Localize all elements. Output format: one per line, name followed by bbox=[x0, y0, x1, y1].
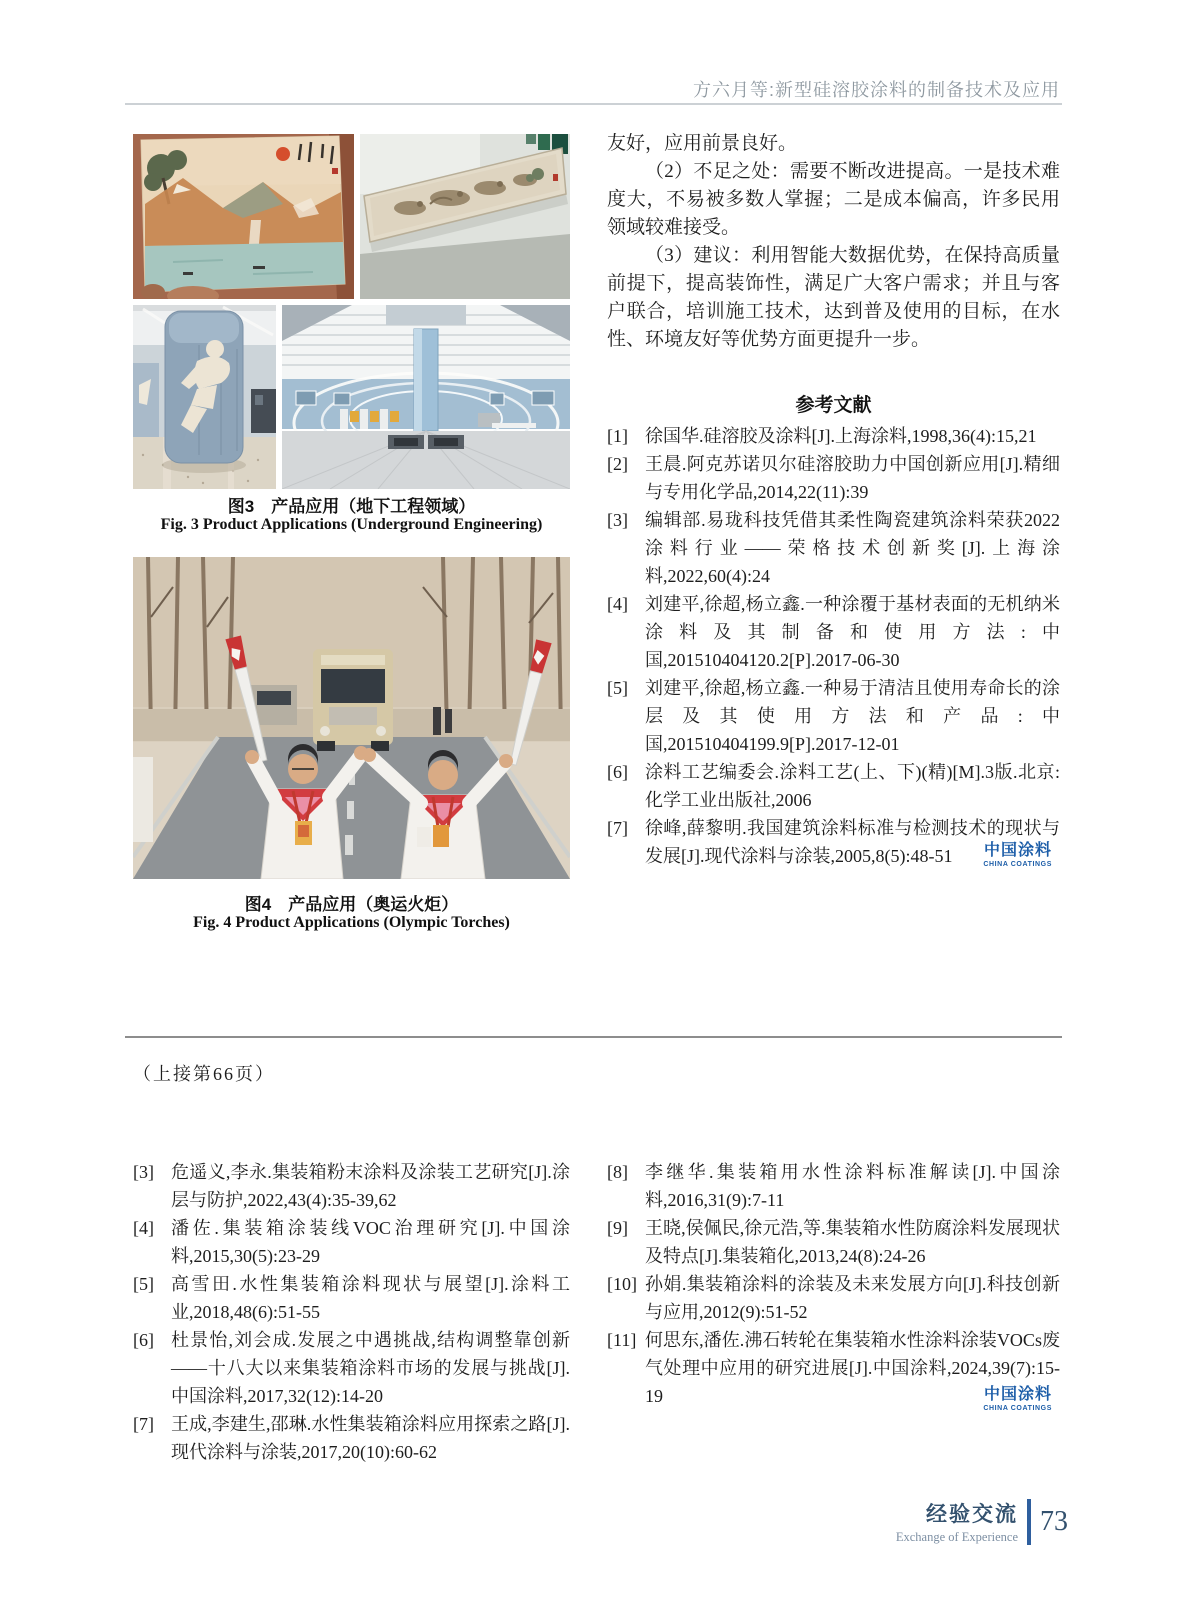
scroll-painting-illustration bbox=[360, 134, 570, 299]
reference-text: 徐峰,薛黎明.我国建筑涂料标准与检测技术的现状与发展[J].现代涂料与涂装,2005,8(5):48-51 bbox=[645, 818, 1060, 866]
reference-text: 李继华.集装箱用水性涂料标准解读[J].中国涂料,2016,31(9):7-11 bbox=[645, 1162, 1060, 1210]
torch-bearers-illustration bbox=[133, 557, 570, 879]
logo-en-text: CHINA COATINGS bbox=[983, 861, 1052, 868]
reference-number: [6] bbox=[133, 1330, 154, 1350]
references-list-top bbox=[607, 422, 1060, 870]
reference-item bbox=[607, 674, 1060, 758]
footer-section-en: Exchange of Experience bbox=[895, 1530, 1018, 1544]
reference-number: [10] bbox=[607, 1274, 637, 1294]
reference-item bbox=[133, 1326, 570, 1410]
logo-zh-text: 中国涂料 bbox=[983, 1386, 1052, 1403]
references-list-bottom-right bbox=[607, 1158, 1060, 1410]
reference-item bbox=[607, 1214, 1060, 1270]
reference-text: 何思东,潘佐.沸石转轮在集装箱水性涂料涂装VOCs废气处理中应用的研究进展[J].中国涂料,2024,39(7):15-19 bbox=[645, 1330, 1060, 1406]
page-footer bbox=[896, 1498, 1068, 1545]
reference-text: 孙娟.集装箱涂料的涂装及未来发展方向[J].科技创新与应用,2012(9):51-52 bbox=[645, 1274, 1060, 1322]
footer-section-zh: 经验交流 bbox=[926, 1503, 1018, 1526]
section-divider-rule bbox=[125, 1036, 1062, 1038]
fig4-caption-zh: 图4 产品应用（奥运火炬） bbox=[244, 895, 459, 914]
reference-number: [7] bbox=[133, 1414, 154, 1434]
footer-accent-bar bbox=[1027, 1499, 1031, 1545]
fig3-caption-zh: 图3 产品应用（地下工程领域） bbox=[227, 497, 476, 516]
reference-text: 徐国华.硅溶胶及涂料[J].上海涂料,1998,36(4):15,21 bbox=[645, 426, 1037, 446]
reference-number: [7] bbox=[607, 818, 628, 838]
reference-text: 危遥义,李永.集装箱粉末涂料及涂装工艺研究[J].涂层与防护,2022,43(4):35-39,62 bbox=[171, 1162, 570, 1210]
reference-text: 涂料工艺编委会.涂料工艺(上、下)(精)[M].3版.北京:化学工业出版社,2006 bbox=[645, 762, 1060, 810]
reference-text: 王晓,侯佩民,徐元浩,等.集装箱水性防腐涂料发展现状及特点[J].集装箱化,2013,24(8):24-26 bbox=[645, 1218, 1060, 1266]
fig3-scroll-painting-image bbox=[360, 134, 570, 299]
reference-text: 王成,李建生,邵琳.水性集装箱涂料应用探索之路[J].现代涂料与涂装,2017,20(10):60-62 bbox=[171, 1414, 570, 1462]
reference-text: 潘佐.集装箱涂装线VOC治理研究[J].中国涂料,2015,30(5):23-29 bbox=[171, 1218, 570, 1266]
reference-text: 编辑部.易珑科技凭借其柔性陶瓷建筑涂料荣获2022涂料行业——荣格技术创新奖[J].上海涂料,2022,60(4):24 bbox=[645, 510, 1060, 586]
reference-item bbox=[607, 1158, 1060, 1214]
fig4-caption-en: Fig. 4 Product Applications (Olympic Torches) bbox=[193, 914, 510, 931]
page-number: 73 bbox=[1040, 1505, 1068, 1537]
continuation-note: （上接第66页） bbox=[133, 1064, 275, 1084]
fig4-torch-bearers-image bbox=[133, 557, 570, 879]
reference-number: [6] bbox=[607, 762, 628, 782]
reference-number: [5] bbox=[133, 1274, 154, 1294]
reference-item bbox=[607, 590, 1060, 674]
body-paragraph: （3）建议：利用智能大数据优势，在保持高质量前提下，提高装饰性，满足广大客户需求；并且与客户联合，培训施工技术，达到普及使用的目标，在水性、环境友好等优势方面更提升一步。 bbox=[607, 245, 1060, 350]
reference-number: [2] bbox=[607, 454, 628, 474]
references-list-bottom-left bbox=[133, 1158, 570, 1466]
reference-item bbox=[133, 1410, 570, 1466]
reference-text: 王晨.阿克苏诺贝尔硅溶胶助力中国创新应用[J].精细与专用化学品,2014,22(11):39 bbox=[645, 454, 1060, 502]
header-rule bbox=[125, 103, 1062, 105]
reference-number: [8] bbox=[607, 1162, 628, 1182]
skater-pillar-illustration bbox=[133, 305, 276, 489]
reference-number: [3] bbox=[133, 1162, 154, 1182]
china-coatings-logo bbox=[983, 1387, 1052, 1412]
reference-text: 刘建平,徐超,杨立鑫.一种易于清洁且使用寿命长的涂层及其使用方法和产品:中国,201510404199.9[P].2017-12-01 bbox=[645, 678, 1060, 754]
reference-number: [9] bbox=[607, 1218, 628, 1238]
reference-number: [4] bbox=[607, 594, 628, 614]
reference-item bbox=[607, 1270, 1060, 1326]
logo-en-text: CHINA COATINGS bbox=[983, 1405, 1052, 1412]
fig3-landscape-painting-image bbox=[133, 134, 354, 299]
references-heading: 参考文献 bbox=[795, 395, 872, 416]
reference-number: [4] bbox=[133, 1218, 154, 1238]
reference-text: 刘建平,徐超,杨立鑫.一种涂覆于基材表面的无机纳米涂料及其制备和使用方法:中国,201510404120.2[P].2017-06-30 bbox=[645, 594, 1060, 670]
running-title: 方六月等:新型硅溶胶涂料的制备技术及应用 bbox=[693, 80, 1060, 100]
logo-zh-text: 中国涂料 bbox=[983, 842, 1052, 859]
fig3-skater-pillar-image bbox=[133, 305, 276, 489]
china-coatings-logo bbox=[983, 843, 1052, 868]
reference-item bbox=[133, 1158, 570, 1214]
metro-station-illustration bbox=[282, 305, 570, 489]
body-paragraph: 友好，应用前景良好。 bbox=[607, 133, 798, 154]
reference-number: [5] bbox=[607, 678, 628, 698]
body-paragraph: （2）不足之处：需要不断改进提高。一是技术难度大，不易被多数人掌握；二是成本偏高，许多民用领域较难接受。 bbox=[607, 161, 1060, 238]
reference-item bbox=[607, 758, 1060, 814]
reference-item bbox=[607, 506, 1060, 590]
reference-item bbox=[133, 1214, 570, 1270]
landscape-painting-illustration bbox=[133, 134, 354, 299]
reference-item bbox=[607, 450, 1060, 506]
figure-3-collage bbox=[133, 134, 570, 489]
reference-text: 杜景怡,刘会成.发展之中遇挑战,结构调整靠创新——十八大以来集装箱涂料市场的发展与挑战[J].中国涂料,2017,32(12):14-20 bbox=[171, 1330, 570, 1406]
fig3-metro-station-image bbox=[282, 305, 570, 489]
reference-item bbox=[607, 422, 1060, 450]
fig3-caption-en: Fig. 3 Product Applications (Underground Engineering) bbox=[160, 516, 543, 533]
reference-item bbox=[133, 1270, 570, 1326]
body-text bbox=[607, 130, 1060, 354]
reference-number: [3] bbox=[607, 510, 628, 530]
footer-section-labels bbox=[896, 1498, 1018, 1545]
reference-text: 高雪田.水性集装箱涂料现状与展望[J].涂料工业,2018,48(6):51-55 bbox=[171, 1274, 570, 1322]
reference-number: [11] bbox=[607, 1330, 637, 1350]
reference-number: [1] bbox=[607, 426, 628, 446]
